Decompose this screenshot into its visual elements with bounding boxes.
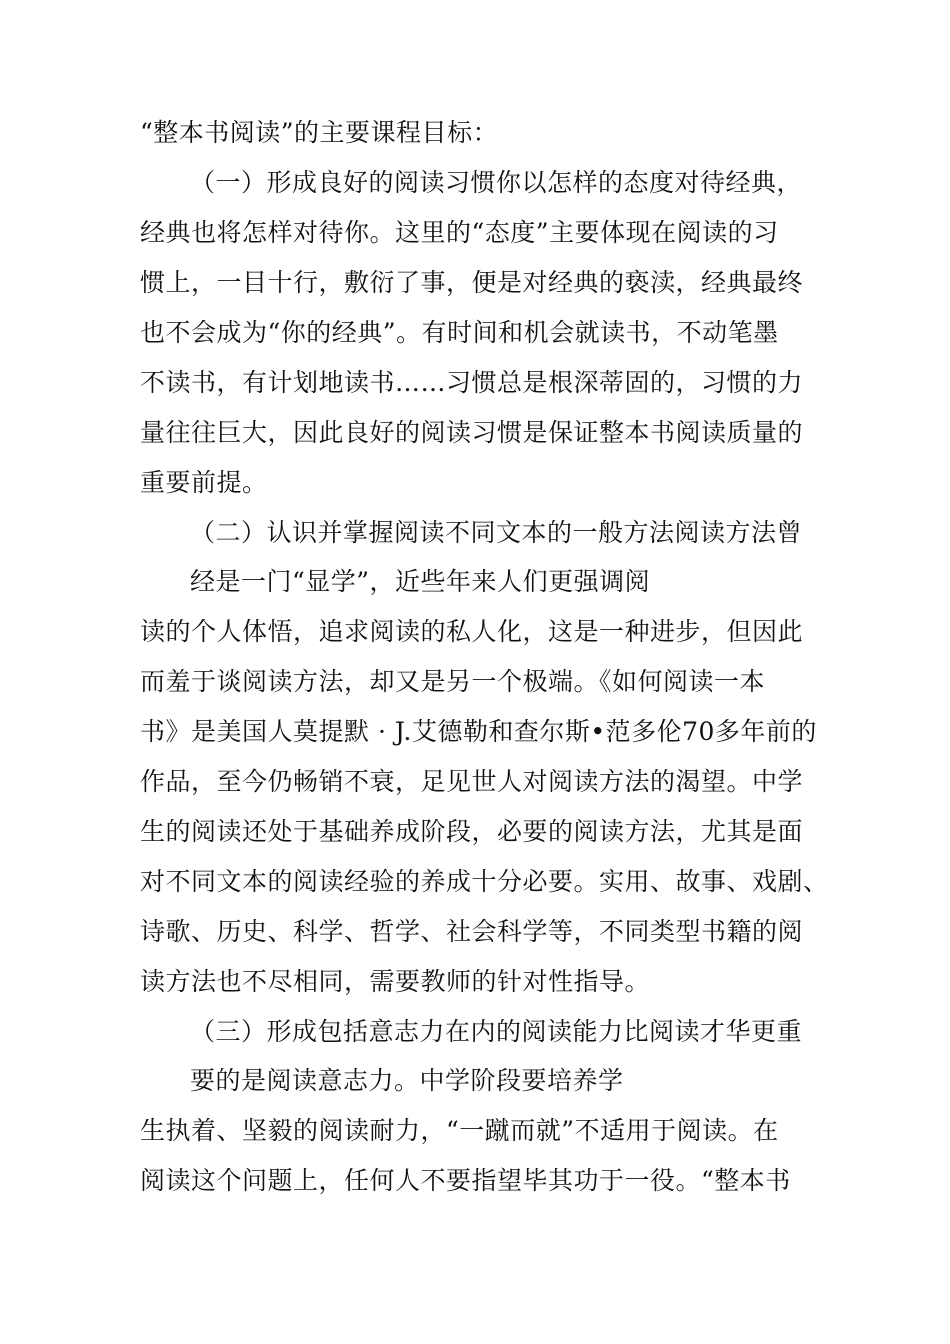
text-line: 量往往巨大，因此良好的阅读习惯是保证整本书阅读质量的 [140,418,804,447]
text-line: 经典也将怎样对待你。这里的“态度”主要体现在阅读的习 [140,218,779,247]
text-line: 书》是美国人莫提默 · J.艾德勒和查尔斯•范多伦70多年前的 [140,717,817,746]
text-line: 经是一门“显学”，近些年来人们更强调阅 [190,567,651,596]
text-line: （三）形成包括意志力在内的阅读能力比阅读才华更重 [190,1017,803,1046]
text-line: （二）认识并掌握阅读不同文本的一般方法阅读方法曾 [190,518,803,547]
text-line: 读方法也不尽相同，需要教师的针对性指导。 [140,967,651,996]
text-line: （一）形成良好的阅读习惯你以怎样的态度对待经典， [190,168,803,197]
text-line: 作品，至今仍畅销不衰，足见世人对阅读方法的渴望。中学 [140,767,804,796]
text-line: 诗歌、历史、科学、哲学、社会科学等，不同类型书籍的阅 [140,917,804,946]
text-line: 要的是阅读意志力。中学阶段要培养学 [190,1066,624,1095]
text-line: 重要前提。 [140,468,268,497]
text-line: “整本书阅读”的主要课程目标： [140,118,499,147]
text-line: 阅读这个问题上，任何人不要指望毕其功于一役。“整本书 [140,1166,791,1195]
text-line: 生的阅读还处于基础养成阶段，必要的阅读方法，尤其是面 [140,817,804,846]
text-line: 读的个人体悟，追求阅读的私人化，这是一种进步，但因此 [140,617,804,646]
text-line: 而羞于谈阅读方法，却又是另一个极端。《如何阅读一本 [140,667,766,696]
text-line: 生执着、坚毅的阅读耐力，“一蹴而就”不适用于阅读。在 [140,1116,779,1145]
text-line: 惯上，一目十行，敷衍了事，便是对经典的亵渎，经典最终 [140,268,804,297]
text-line: 不读书，有计划地读书……习惯总是根深蒂固的，习惯的力 [140,368,804,397]
text-line: 也不会成为“你的经典”。有时间和机会就读书，不动笔墨 [140,318,779,347]
text-line: 对不同文本的阅读经验的养成十分必要。实用、故事、戏剧、 [140,867,829,896]
